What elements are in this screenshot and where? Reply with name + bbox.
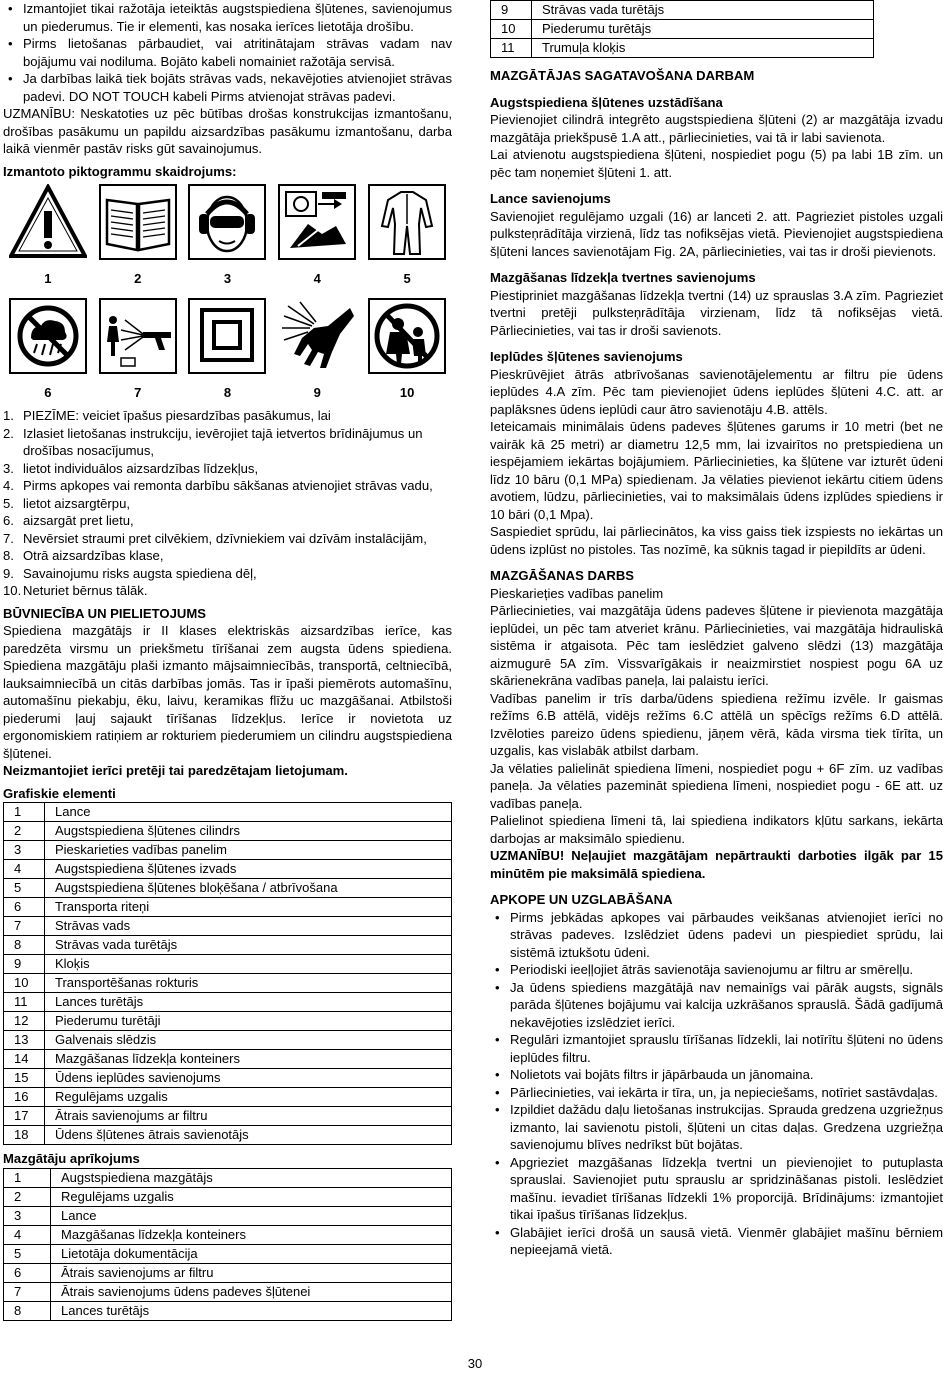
picto-legend-list	[3, 407, 452, 600]
warning-text: UZMANĪBU: Neskatoties uz pēc būtības drošas konstrukcijas izmantošanu, drošības pasākumu un papildu aizsardzības pasākumu izmantošanu, darba laikā vienmēr pastāv risks gūt savainojumus.	[3, 106, 452, 156]
table-cell-label: Galvenais slēdzis	[45, 1031, 452, 1050]
picto-8	[183, 298, 273, 412]
table-cell-label: Lietotāja dokumentācija	[51, 1244, 452, 1263]
equipment-heading: Mazgātāju aprīkojums	[3, 1151, 140, 1166]
list-item: 9. Savainojumu risks augsta spiediena dēļ,	[3, 565, 257, 581]
table-cell-label: Augstspiediena šļūtenes izvads	[45, 860, 452, 879]
table-cell-number: 6	[4, 898, 45, 917]
table-cell-number: 6	[4, 1263, 51, 1282]
table-row	[4, 860, 452, 879]
table-row	[4, 974, 452, 993]
table-cell-label: Lance	[45, 803, 452, 822]
injury-risk-hand-icon	[278, 298, 356, 374]
detergent-paragraph: Piestipriniet mazgāšanas līdzekļa tvertni (14) uz sprauslas 3.A zīm. Pagrieziet tvertni pretēji pulksteņrādītāja virzienam, līdz tā nofiksējas vietā. Pārliecinieties, vai tas ir droši savienots.	[490, 287, 943, 338]
picto-number: 3	[223, 271, 232, 286]
table-row	[4, 1206, 452, 1225]
table-cell-label: Kloķis	[45, 955, 452, 974]
pictogram-grid	[3, 184, 452, 411]
right-column	[490, 0, 943, 1259]
list-item: 7. Nevērsiet straumi pret cilvēkiem, dzīvniekiem vai dzīvām instalācijām,	[3, 530, 427, 546]
table-cell-number: 7	[4, 917, 45, 936]
table-row	[4, 822, 452, 841]
table-cell-number: 15	[4, 1069, 45, 1088]
washing-paragraph-2: Vadības panelim ir trīs darba/ūdens spiediena režīmu izvēle. Ir gaismas režīms 6.B attēlā, vidējs režīms 6.C attēlā un spēcīgs režīms 6.D attēlā. Izvēloties pareizo ūdens spiedienu, jāņem vērā, kāda virsma tiek tīrīta, un uzgalis, kas vislabāk atbilst darbam.	[490, 690, 943, 758]
list-item: • Pārliecinieties, vai iekārta ir tīra, un, ja nepieciešams, notīriet sastāvdaļas.	[510, 1084, 943, 1102]
table-row	[4, 1187, 452, 1206]
table-row	[4, 1168, 452, 1187]
table-cell-label: Transportēšanas rokturis	[45, 974, 452, 993]
table-cell-label: Ātrais savienojums ūdens padeves šļūtenei	[51, 1282, 452, 1301]
keep-children-away-icon	[368, 298, 446, 374]
table-cell-number: 9	[4, 955, 45, 974]
picto-number: 6	[44, 384, 52, 400]
inlet-paragraph-2: Ieteicamais minimālais ūdens padeves šļūtenes garums ir 10 metri (bet ne vairāk kā 25 metri) ar diametru 12,5 mm, lai izvairītos no pretspiediena un iespējamiem iekārtas bojājumiem. Pārliecinieties, ka šļūtene var izturēt ūdeni līdz 10 bāru (0,1 MPa) spiedienam. Ja vēlaties pievienot iekārtu citiem ūdens avotiem, lūdzu, pārliecinieties, vai to maksimālais ūdens izplūdes spiediens ir 10 bāri (0,1 Mpa).	[490, 419, 943, 522]
subsection-heading: Lance savienojums	[490, 191, 611, 206]
table-row	[4, 841, 452, 860]
table-cell-label: Lance	[51, 1206, 452, 1225]
table-cell-number: 4	[4, 1225, 51, 1244]
picto-number: 10	[399, 384, 415, 400]
table-cell-number: 5	[4, 1244, 51, 1263]
table-row	[4, 1225, 452, 1244]
list-item: • Glabājiet ierīci drošā un sausā vietā. Vienmēr glabājiet mašīnu bērniem nepieejamā vietā.	[510, 1224, 943, 1259]
picto-5	[362, 184, 452, 298]
table-row	[4, 1050, 452, 1069]
goggles-earmuffs-icon	[188, 184, 266, 260]
protective-clothing-icon	[368, 184, 446, 260]
washing-paragraph-3: Ja vēlaties palielināt spiediena līmeni, nospiediet pogu + 6F zīm. uz vadības paneļa. Ja vēlaties pazemināt spiediena līmeni, nospiediet pogu - 6E att. uz vadības paneļa.	[490, 760, 943, 811]
table-row	[4, 993, 452, 1012]
table-cell-number: 8	[4, 1301, 51, 1320]
table-cell-number: 2	[4, 822, 45, 841]
picto-number: 5	[403, 271, 411, 286]
picto-4	[272, 184, 362, 298]
table-row	[4, 803, 452, 822]
picto-10	[362, 298, 452, 412]
section-heading: APKOPE UN UZGLABĀŠANA	[490, 892, 673, 907]
manual-book-icon	[99, 184, 177, 260]
table-cell-number: 14	[4, 1050, 45, 1069]
list-item: 5. lietot aizsargtērpu,	[3, 495, 130, 511]
list-item: • Izmantojiet tikai ražotāja ieteiktās augstspiediena šļūtenes, savienojumus un piederumus. Tie ir elementi, kas nosaka ierīces lietotāja drošību.	[23, 0, 452, 35]
list-item: • Regulāri izmantojiet sprauslu tīrīšanas līdzekli, lai notīrītu šļūteni no ūdens ieplūdes filtru.	[510, 1031, 943, 1066]
table-cell-label: Piederumu turētāji	[45, 1012, 452, 1031]
list-item: 2. Izlasiet lietošanas instrukciju, ievērojiet tajā ietvertos brīdinājumus un drošības nosacījumus,	[3, 425, 423, 458]
picto-number: 8	[223, 384, 232, 400]
class-2-double-square-icon	[188, 298, 266, 374]
table-cell-label: Augstspiediena šļūtenes bloķēšana / atbrīvošana	[45, 879, 452, 898]
table-cell-label: Augstspiediena mazgātājs	[51, 1168, 452, 1187]
left-column	[3, 0, 452, 1321]
picto-6	[3, 298, 93, 412]
table-cell-label: Trumuļa kloķis	[532, 39, 874, 58]
table-cell-number: 12	[4, 1012, 45, 1031]
table-row	[4, 898, 452, 917]
table-row	[4, 879, 452, 898]
table-cell-label: Piederumu turētājs	[532, 20, 874, 39]
table-cell-number: 3	[4, 1206, 51, 1225]
table-row	[4, 1012, 452, 1031]
list-item: • Periodiski ieeļļojiet ātrās savienotāja savienojumu ar filtru ar smērelļu.	[510, 961, 943, 979]
graphic-elements-table	[3, 802, 452, 1145]
table-cell-number: 10	[491, 20, 532, 39]
section-heading: MAZGĀŠANAS DARBS	[490, 568, 635, 583]
table-row	[491, 39, 874, 58]
picto-number: 1	[44, 271, 52, 286]
washing-subheading: Pieskariețies vadības panelim	[490, 585, 664, 601]
list-item: • Izpildiet dažādu daļu lietošanas instrukcijas. Sprauda gredzena uzgriežņus izmanto, lai savienotu pistoli, šļūteni un citas daļas. Gredzena uzgriežņa savienojumu blīves nedrīkst būt bojātas.	[510, 1101, 943, 1154]
list-item: • Apgrieziet mazgāšanas līdzekļa tvertni un pievienojiet to putuplasta sprauslai. Savienojiet putu sprauslu ar spridzināšanas pistoli. Ieslēdziet mašīnu. ievadiet tīrīšanas līdzekli 1% proporcijā. Brīdinājums: izmantojiet tikai īpašus tīrīšanas līdzekļus.	[510, 1154, 943, 1224]
picto-number: 2	[134, 271, 142, 286]
hose-paragraph-1: Pievienojiet cilindrā integrēto augstspiediena šļūteni (2) ar mazgātāja izvadu mazgātāja priekšpusē 1.A att., pārliecinieties, vai tā ir labi savienota.	[490, 112, 943, 145]
inlet-paragraph-3: Saspiediet sprūdu, lai pārliecinātos, ka viss gaiss tiek izspiests no iekārtas un ūdens izplūst no pistoles. Tas nozīmē, ka sūknis tagad ir piepildīts ar ūdeni.	[490, 524, 943, 557]
list-item: 4. Pirms apkopes vai remonta darbību sākšanas atvienojiet strāvas vadu,	[3, 478, 433, 493]
safety-bullets	[3, 0, 452, 105]
misuse-warning: Neizmantojiet ierīci pretēji tai paredzētajam lietojumam.	[3, 763, 348, 778]
picto-number: 9	[313, 384, 321, 400]
table-row	[4, 1069, 452, 1088]
table-cell-label: Pieskarieties vadības panelim	[45, 841, 452, 860]
table-cell-label: Transporta riteņi	[45, 898, 452, 917]
table-cell-number: 11	[491, 39, 532, 58]
list-item: • Ja darbības laikā tiek bojāts strāvas vads, nekavējoties atvienojiet strāvas padevi. DO NOT TOUCH kabeli Pirms atvienojat strāvas padevi.	[23, 70, 452, 105]
table-cell-label: Regulējams uzgalis	[51, 1187, 452, 1206]
table-cell-number: 13	[4, 1031, 45, 1050]
table-cell-number: 17	[4, 1107, 45, 1126]
list-item: • Pirms jebkādas apkopes vai pārbaudes veikšanas atvienojiet ierīci no strāvas padeves. Izslēdziet ūdens padevi un piespiediet sprūdu, lai sistēmā iztukšotu ūdeni.	[510, 909, 943, 962]
hose-paragraph-2: Lai atvienotu augstspiediena šļūteni, nospiediet pogu (5) pa labi 1B zīm. un pēc tam noņemiet šļūteni 1. att.	[490, 147, 943, 180]
subsection-heading: Mazgāšanas līdzekļa tvertnes savienojums	[490, 270, 756, 285]
table-cell-label: Lances turētājs	[45, 993, 452, 1012]
table-cell-label: Mazgāšanas līdzekļa konteiners	[45, 1050, 452, 1069]
table-cell-label: Mazgāšanas līdzekļa konteiners	[51, 1225, 452, 1244]
list-item: 3. lietot individuālos aizsardzības līdzekļus,	[3, 460, 259, 476]
table-cell-label: Ūdens šļūtenes ātrais savienotājs	[45, 1126, 452, 1145]
picto-number: 7	[134, 384, 142, 400]
list-item: • Ja ūdens spiediens mazgātājā nav nemainīgs vai pārāk augsts, signāls parāda šļūtenes bojājumu vai kalcija uzkrāšanos sprauslā. Šādā gadījumā nekavējoties izslēdziet ierīci.	[510, 979, 943, 1032]
table-cell-number: 16	[4, 1088, 45, 1107]
construction-text: Spiediena mazgātājs ir II klases elektriskās aizsardzības ierīce, kas paredzēta virsmu un priekšmetu tīrīšanai zem augsta ūdens spiediena. Spiediena mazgātāju plaši izmanto mājsaimniecībās, transportā, celtniecībā, lauksaimniecībā un citās darbības jomās. Tas ir īpaši piemērots automašīnu, automašīnu piekabju, ēku, laivu, keramikas flīžu uc mazgāšanai. Atbilstoši piederumi ļauj sajaukt tīrīšanas līdzekļus. Ierīce ir novietota uz ergonomiskiem ratiņiem ar rokturiem piederumiem un cilindru augstspiediena šļūtenei.	[3, 623, 452, 761]
table-cell-number: 10	[4, 974, 45, 993]
no-rain-icon	[9, 298, 87, 374]
picto-3	[183, 184, 273, 298]
table-cell-label: Augstspiediena šļūtenes cilindrs	[45, 822, 452, 841]
washing-paragraph-4: Palielinot spiediena līmeni tā, lai spiediena indikators kļūtu sarkans, iekārta darbojas ar maksimālo spiedienu.	[490, 813, 943, 846]
picto-2	[93, 184, 183, 298]
washing-paragraph-1: Pārliecinieties, vai mazgātāja ūdens padeves šļūtene ir pievienota mazgātāja ieplūdei, un pēc tam atveriet krānu. Pārliecinieties, vai mazgātāja hidrauliskā sistēma ir atgaisota. Pēc tam ieslēdziet galveno slēdzi (13) mazgātāja aizmugurē 5A zīm. Vissvarīgākais ir neaizmirstiet nospiest pogu 6A uz skārienekrāna vadības paneļa, lai palaistu ierīci.	[490, 603, 943, 688]
inlet-paragraph-1: Pieskrūvējiet ātrās atbrīvošanas savienotājelementu ar filtru pie ūdens ieplūdes 4.A zīm. Pēc tam pievienojiet ūdens ieplūdes šļūteni 4.C. att. ar paplāksnes ūdens ieplūdi caur ātro savienotāju 4.B. attēls.	[490, 366, 943, 417]
table-cell-number: 5	[4, 879, 45, 898]
picto-number: 4	[313, 271, 321, 286]
warning-triangle-icon	[9, 184, 87, 260]
no-spray-at-people-icon	[99, 298, 177, 374]
table-cell-number: 11	[4, 993, 45, 1012]
section-heading: MAZGĀTĀJAS SAGATAVOŠANA DARBAM	[490, 68, 755, 83]
table-cell-number: 8	[4, 936, 45, 955]
maintenance-list	[490, 909, 943, 1259]
list-item: 6. aizsargāt pret lietu,	[3, 513, 134, 528]
table-cell-label: Strāvas vada turētājs	[45, 936, 452, 955]
list-item: • Pirms lietošanas pārbaudiet, vai atritinātajam strāvas vadam nav bojājumu vai nodiluma. Bojāto kabeli nomainiet ražotāja servisā.	[23, 35, 452, 70]
table-cell-label: Strāvas vada turētājs	[532, 1, 874, 20]
picto-7	[93, 298, 183, 412]
equipment-table	[3, 1168, 452, 1321]
table-cell-number: 1	[4, 1168, 51, 1187]
table-row	[4, 1244, 452, 1263]
table-row	[4, 936, 452, 955]
table-cell-number: 2	[4, 1187, 51, 1206]
table-row	[4, 1263, 452, 1282]
table-cell-number: 4	[4, 860, 45, 879]
table-row	[4, 1107, 452, 1126]
picto-9	[272, 298, 362, 412]
page-number: 30	[467, 1356, 483, 1371]
table-cell-number: 9	[491, 1, 532, 20]
table-cell-label: Ātrais savienojums ar filtru	[51, 1263, 452, 1282]
lance-paragraph: Savienojiet regulējamo uzgali (16) ar lanceti 2. att. Pagrieziet pistoles uzgali pulksteņrādītāja virzienā, līdz tas nofiksējas vietā. Pievienojiet augstspiediena šļūteni lances savienotājam Fig. 2A, pārliecinieties, vai tas ir droši pievienots.	[490, 208, 943, 259]
table-cell-number: 1	[4, 803, 45, 822]
table-row	[4, 1282, 452, 1301]
graphic-elements-heading: Grafiskie elementi	[3, 785, 116, 801]
table-cell-number: 3	[4, 841, 45, 860]
table-row	[4, 1088, 452, 1107]
subsection-heading: Augstspiediena šļūtenes uzstādīšana	[490, 94, 723, 110]
table-row	[4, 917, 452, 936]
list-item: • Nolietots vai bojāts filtrs ir jāpārbauda un jānomaina.	[510, 1066, 943, 1084]
list-item: 8. Otrā aizsardzības klase,	[3, 548, 164, 563]
table-cell-label: Ātrais savienojums ar filtru	[45, 1107, 452, 1126]
washing-warning: UZMANĪBU! Neļaujiet mazgātājam nepārtraukti darboties ilgāk par 15 minūtēm pie maksimālā spiediena.	[490, 848, 943, 881]
list-item: 10. Neturiet bērnus tālāk.	[3, 583, 148, 598]
list-item: 1. PIEZĪME: veiciet īpašus piesardzības pasākumus, lai	[3, 408, 331, 423]
table-cell-label: Lances turētājs	[51, 1301, 452, 1320]
picto-1	[3, 184, 93, 298]
table-row	[4, 1126, 452, 1145]
graphic-elements-table-cont	[490, 0, 874, 58]
table-cell-number: 7	[4, 1282, 51, 1301]
table-row	[4, 1301, 452, 1320]
table-cell-label: Strāvas vads	[45, 917, 452, 936]
table-row	[491, 20, 874, 39]
section-heading: BŪVNIECĪBA UN PIELIETOJUMS	[3, 605, 206, 621]
table-cell-number: 18	[4, 1126, 45, 1145]
subsection-heading: Ieplūdes šļūtenes savienojums	[490, 349, 683, 364]
table-cell-label: Ūdens ieplūdes savienojums	[45, 1069, 452, 1088]
table-row	[491, 1, 874, 20]
table-row	[4, 955, 452, 974]
table-row	[4, 1031, 452, 1050]
unplug-before-service-icon	[278, 184, 356, 260]
pictos-heading: Izmantoto piktogrammu skaidrojums:	[3, 163, 237, 179]
table-cell-label: Regulējams uzgalis	[45, 1088, 452, 1107]
